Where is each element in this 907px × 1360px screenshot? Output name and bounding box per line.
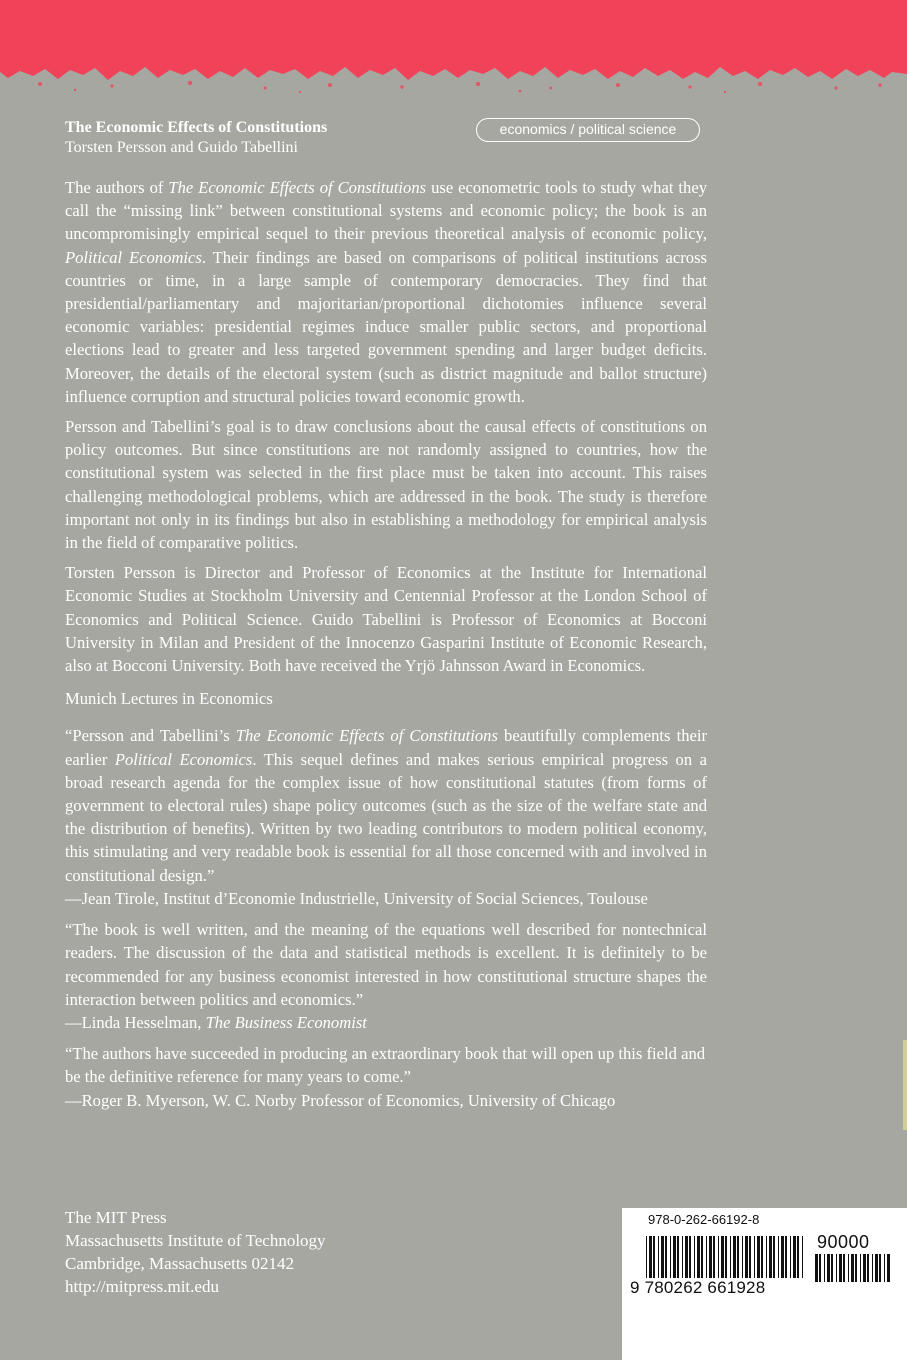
- publication-italic: The Business Economist: [205, 1012, 367, 1032]
- barcode-bar: [851, 1254, 854, 1282]
- description-body: [65, 176, 707, 1120]
- book-authors: Torsten Persson and Guido Tabellini: [65, 139, 298, 156]
- barcode-bar: [875, 1254, 878, 1282]
- barcode-bar: [661, 1236, 664, 1278]
- barcode-bar: [778, 1236, 779, 1278]
- text-run: . Their findings are based on comparisons of political institutions across countries or time, in a large sample of contemporary democracies. They find that presidential/parliamentary and majoritarian/proportional dichotomies influence several economic variables: presidential regimes induce smaller public sectors, and proportional elections lead to greater and less targeted government spending and larger budget deficits. Moreover, the details of the electoral system (such as district magnitude and ballot structure) influence corruption and structural policies toward economic growth.: [65, 247, 707, 406]
- barcode-bar: [733, 1236, 736, 1278]
- barcode-bar: [665, 1236, 667, 1278]
- book-title-italic: The Economic Effects of Constitutions: [168, 178, 427, 197]
- ean-digits: 9 780262 661928: [630, 1278, 766, 1297]
- book-title: The Economic Effects of Constitutions: [65, 119, 328, 136]
- barcode-bar: [677, 1236, 679, 1278]
- text-run: use econometric tools to study what they call the “missing link” between constitutional systems and economic policy; the book is an uncompromisingly empirical sequel to their previous theoretical analysis of economic policy,: [65, 178, 707, 244]
- barcode-bar: [819, 1254, 821, 1282]
- barcode-bar: [860, 1254, 861, 1282]
- red-speckles: [38, 81, 882, 93]
- barcode-bar: [653, 1236, 655, 1278]
- barcode-bar: [689, 1236, 691, 1278]
- barcode-bar: [815, 1254, 818, 1282]
- barcode-bar: [673, 1236, 676, 1278]
- barcode-bar: [824, 1254, 825, 1282]
- text-run: The authors of: [65, 178, 169, 197]
- publisher-url[interactable]: http://mitpress.mit.edu: [65, 1277, 219, 1296]
- barcode-bar: [682, 1236, 683, 1278]
- barcode-bar: [785, 1236, 787, 1278]
- quote-1-attribution: —Jean Tirole, Institut d’Economie Industrielle, University of Social Sciences, Toulouse: [65, 888, 648, 908]
- barcode-bar: [839, 1254, 842, 1282]
- barcode-bar: [649, 1236, 652, 1278]
- barcode-bar: [887, 1254, 890, 1282]
- barcode-bar: [701, 1236, 703, 1278]
- text-run: . This sequel defines and makes serious empirical progress on a broad research agenda for the complex issue of how constitutional statutes (from forms of government to electoral rules) shape policy outcomes (such as the size of the welfare state and the distribution of benefits). Written by two leading contributors to modern political economy, this stimulating and very readable book is essential for all those concerned with and involved in constitutional design.”: [65, 749, 708, 885]
- red-band-shape: [0, 0, 907, 80]
- review-quote-2: [65, 918, 707, 1034]
- description-paragraph-1: [65, 176, 707, 408]
- decorative-red-band: [0, 0, 907, 100]
- barcode-bar: [670, 1236, 671, 1278]
- barcode-bar: [863, 1254, 866, 1282]
- barcode-bar: [737, 1236, 739, 1278]
- publisher-name: The MIT Press: [65, 1208, 167, 1227]
- book-title-italic: The Economic Effects of Constitutions: [235, 726, 498, 746]
- barcode-bar: [754, 1236, 755, 1278]
- review-quote-1: [65, 724, 707, 910]
- barcode-bar: [843, 1254, 845, 1282]
- barcode-bar: [802, 1236, 803, 1278]
- barcode-bar: [884, 1254, 885, 1282]
- barcode-bar: [742, 1236, 743, 1278]
- text-run: “The book is well written, and the meaning of the equations well described for nontechnical readers. The discussion of the data and statistical methods is excellent. It is definitely to be recommended for any business economist interested in how constitutional structure shapes the interaction between politics and economics.”: [65, 920, 707, 1009]
- barcode-bar: [713, 1236, 715, 1278]
- category-badge: economics / political science: [476, 118, 700, 142]
- isbn-text: 978-0-262-66192-8: [648, 1212, 760, 1227]
- barcode-bar: [697, 1236, 700, 1278]
- publisher-address: Cambridge, Massachusetts 02142: [65, 1254, 294, 1273]
- barcode-bar: [773, 1236, 775, 1278]
- barcode-bar: [730, 1236, 731, 1278]
- text-run: beautifully complements their earlier: [65, 726, 708, 769]
- barcode-bar: [725, 1236, 727, 1278]
- barcode-bar: [769, 1236, 772, 1278]
- barcode-bar: [761, 1236, 763, 1278]
- barcode-bar: [749, 1236, 751, 1278]
- barcode-bar: [646, 1236, 647, 1278]
- barcode-bar: [855, 1254, 857, 1282]
- ean-barcode: [646, 1236, 806, 1278]
- text-run: “Persson and Tabellini’s: [65, 726, 236, 746]
- publisher-block: [65, 1206, 326, 1298]
- barcode-bar: [790, 1236, 791, 1278]
- addon-digits: 90000: [817, 1232, 870, 1252]
- barcode-bar: [836, 1254, 837, 1282]
- text-run: “The authors have succeeded in producing an extraordinary book that will open up this field and be the definitive reference for many years to come.”: [65, 1044, 706, 1087]
- barcode-bar: [706, 1236, 707, 1278]
- previous-book-italic: Political Economics: [65, 247, 202, 267]
- barcode-bar: [872, 1254, 873, 1282]
- barcode-bar: [757, 1236, 760, 1278]
- barcode-bar: [827, 1254, 830, 1282]
- barcode-bar: [766, 1236, 767, 1278]
- barcode-bar: [685, 1236, 688, 1278]
- barcode-bar: [797, 1236, 799, 1278]
- barcode-bar: [745, 1236, 748, 1278]
- author-bio-paragraph: Torsten Persson is Director and Professor of Economics at the Institute for International Economic Studies at Stockholm University and Centennial Professor at the London School of Economics and Political Science. Guido Tabellini is Professor of Economics at Bocconi University in Milan and President of the Innocenzo Gasparini Institute of Economic Research, also at Bocconi University. Both have received the Yrjö Jahnsson Award in Economics.: [65, 563, 707, 676]
- review-quote-3: [65, 1042, 707, 1112]
- quote-3-attribution: —Roger B. Myerson, W. C. Norby Professor of Economics, University of Chicago: [65, 1090, 616, 1110]
- barcode-bar: [781, 1236, 784, 1278]
- barcode-bar: [721, 1236, 724, 1278]
- barcode-bar: [879, 1254, 881, 1282]
- barcode-bar: [718, 1236, 719, 1278]
- addon-barcode: [815, 1254, 893, 1282]
- barcode-area: [622, 1208, 907, 1360]
- text-run: —Linda Hesselman,: [65, 1012, 206, 1032]
- barcode-bar: [709, 1236, 712, 1278]
- barcode-bar: [867, 1254, 869, 1282]
- barcode-bar: [658, 1236, 659, 1278]
- previous-book-italic: Political Economics: [114, 749, 253, 769]
- publisher-institute: Massachusetts Institute of Technology: [65, 1231, 326, 1250]
- series-name: Munich Lectures in Economics: [65, 689, 273, 709]
- barcode-bar: [694, 1236, 695, 1278]
- description-paragraph-2: Persson and Tabellini’s goal is to draw conclusions about the causal effects of constitutions on policy outcomes. But since constitutions are not randomly assigned to countries, how the constitutional system was selected in the first place must be taken into account. This raises challenging methodological problems, which are addressed in the book. The study is therefore important not only in its findings but also in establishing a methodology for empirical analysis in the field of comparative politics.: [65, 417, 707, 553]
- barcode-bar: [831, 1254, 833, 1282]
- barcode-bar: [793, 1236, 796, 1278]
- edge-stripe: [903, 1040, 907, 1130]
- quote-2-attribution: [65, 1011, 707, 1034]
- barcode-bar: [848, 1254, 849, 1282]
